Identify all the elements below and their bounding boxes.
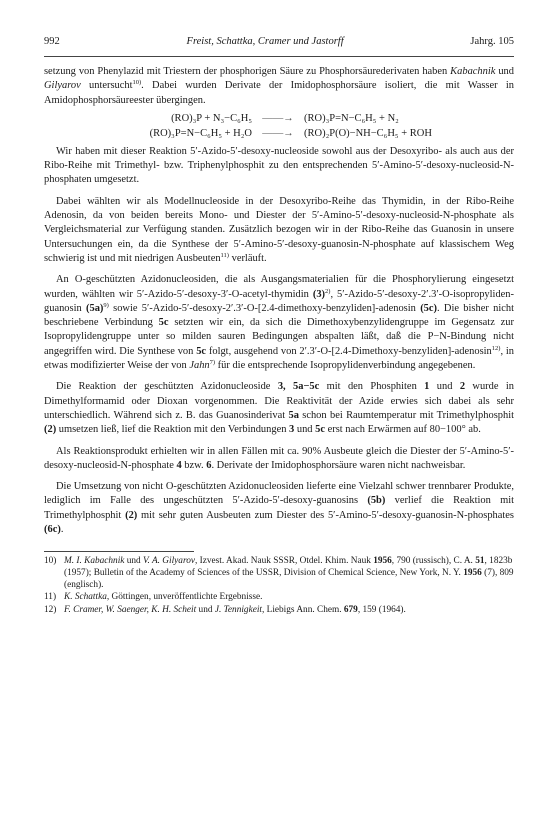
footnote-11: 11) K. Schattka, Göttingen, unveröffentlichte Ergebnisse. <box>44 592 263 603</box>
reaction-equations <box>44 111 514 141</box>
footnote-divider <box>44 551 194 552</box>
footnote-ref[interactable]: 7) <box>209 359 216 367</box>
footnote-ref[interactable]: 11) <box>220 251 229 259</box>
author-kabachnik: Kabachnik <box>450 66 496 77</box>
author-jahn: Jahn <box>189 360 210 372</box>
equation-row: (RO)₃P=N−C₆H₅ + H₂O ——→ (RO)₂P(O)−NH−C₆H₅ + ROH <box>149 127 432 139</box>
paragraph-model-nucleosides: Dabei wählten wir als Modellnucleoside in der Desoxyribo-Reihe das Thymidin, in der Ribo-Reihe Adenosin, da von beiden bereits Mono- und Diester der 5′-Amino-5′-desoxy-nucleosid-N-phosphate als Vergleichsmaterial zur Verfügung standen. Zusätzlich bezogen wir in der Ribo-Reihe das Guanosin in unsere Untersuchungen ein, da die Synthese der 5′-Amino-5′-desoxy-guanosin-N-phosphate auf klassischem Weg schwierig ist und mit niedrigen Ausbeuten$^{11)}$ verläuft. <box>44 195 514 264</box>
paragraph-intro: setzung von Phenylazid mit Triestern der phosphorigen Säure zu Phosphorsäurederivaten haben Kabachnik und Gilyarov untersucht$^{10)}$. Dabei wurden Derivate der Imidophosphorsäure isoliert, die mit Wasser in Amidophosphorsäureester übergingen. <box>44 66 514 106</box>
paragraph-reaction: Wir haben mit dieser Reaktion 5′-Azido-5′-desoxy-nucleoside sowohl aus der Desoxyribo- als auch aus der Ribo-Reihe mit Trimethyl- bzw. Triphenylphosphit zu den entsprechenden 5′-Amino-5′-desoxy-nucleosid-N-phosphaten umgesetzt. <box>44 145 514 186</box>
footnote-ref[interactable]: 12) <box>491 344 501 352</box>
footnote-ref[interactable]: 2) <box>325 287 331 295</box>
paragraph-azidonucleosides: An O-geschützten Azidonucleosiden, die als Ausgangsmaterialien für die Phosphorylierung eingesetzt wurden, wählten wir 5′-Azido-5′-desoxy-3′-O-acetyl-thymidin $(3)^{2)}$, 5′-Azido-5′-desoxy-2′.3′-O-isopropyliden-guanosin $(5a)^{9)}$ sowie 5′-Azido-5′-desoxy-2′.3′-O-[2.4-dimethoxy-benzyliden]-adenosin (5c). Die bisher nicht beschriebene Verbindung 5c setzten wir ein, da sich die Dimethoxybenzylidengruppe im Gegensatz zur Isopropylidengruppe unter so milden sauren Bedingungen abspalten läßt, daß die P−N-Bindung nicht angegriffen wird. Die Synthese von 5c folgt, ausgehend von 2′.3′-O-[2.4-Dimethoxy-benzyliden]-adenosin$^{12)}$, in etwas modifizierter Weise der von Jahn$^{7)}$ für die entsprechende Isopropylidenverbindung angegebenen. <box>44 274 515 372</box>
header-authors: Freist, Schattka, Cramer und Jastorff <box>186 36 344 47</box>
equation-row: (RO)₃P + N₃−C₆H₅ ——→ (RO)₃P=N−C₆H₅ + N₂ <box>171 112 399 124</box>
footnote-ref[interactable]: 9) <box>103 301 109 309</box>
page <box>44 36 514 617</box>
reaction-arrow: ——→ <box>262 127 294 139</box>
footnote-12: 12) F. Cramer, W. Saenger, K. H. Scheit und J. Tennigkeit, Liebigs Ann. Chem. 679, 159 (1964). <box>44 604 406 615</box>
page-number: 992 <box>44 36 60 47</box>
header-journal-year: Jahrg. 105 <box>470 36 514 47</box>
author-gilyarov: Gilyarov <box>44 80 81 92</box>
paragraph-product: Als Reaktionsprodukt erhielten wir in allen Fällen mit ca. 90% Ausbeute gleich die Diester der 5′-Amino-5′-desoxy-nucleosid-N-phosphate 4 bzw. 6. Derivate der Imidophosphorsäure waren nicht nachweisbar. <box>44 445 514 471</box>
paragraph-unprotected: Die Umsetzung von nicht O-geschützten Azidonucleosiden lieferte eine Vielzahl schwer trennbarer Produkte, lediglich im Falle des ungeschützten 5′-Azido-5′-desoxy-guanosins (5b) verlief die Reaktion mit Trimethylphosphit (2) mit sehr guten Ausbeuten zum Diester des 5′-Amino-5′-desoxy-guanosin-N-phosphates (6c). <box>44 481 514 536</box>
reaction-arrow: ——→ <box>262 112 294 124</box>
footnote-10: 10) M. I. Kabachnik und V. A. Gilyarov, Izvest. Akad. Nauk SSSR, Otdel. Khim. Nauk 1956, 790 (russisch), C. A. 51, 1823b (1957); Bulletin of the Academy of Sciences of the USSR, Division of Chemical Science, New York, N. Y. 1956 (7), 809 (englisch). <box>44 556 514 590</box>
running-header <box>44 36 514 57</box>
footnote-ref[interactable]: 10) <box>132 79 142 87</box>
paragraph-reactivity: Die Reaktion der geschützten Azidonucleoside 3, 5a−5c mit den Phosphiten 1 und 2 wurde in Dimethylformamid oder Dioxan vorgenommen. Die Reaktivität der Azide erwies sich dabei als sehr unterschiedlich. Während sich z. B. das Guanosinderivat 5a schon bei Raumtemperatur mit Trimethylphosphit (2) umsetzen ließ, lief die Reaktion mit den Verbindungen 3 und 5c erst nach Erwärmen auf 80−100° ab. <box>44 381 514 436</box>
